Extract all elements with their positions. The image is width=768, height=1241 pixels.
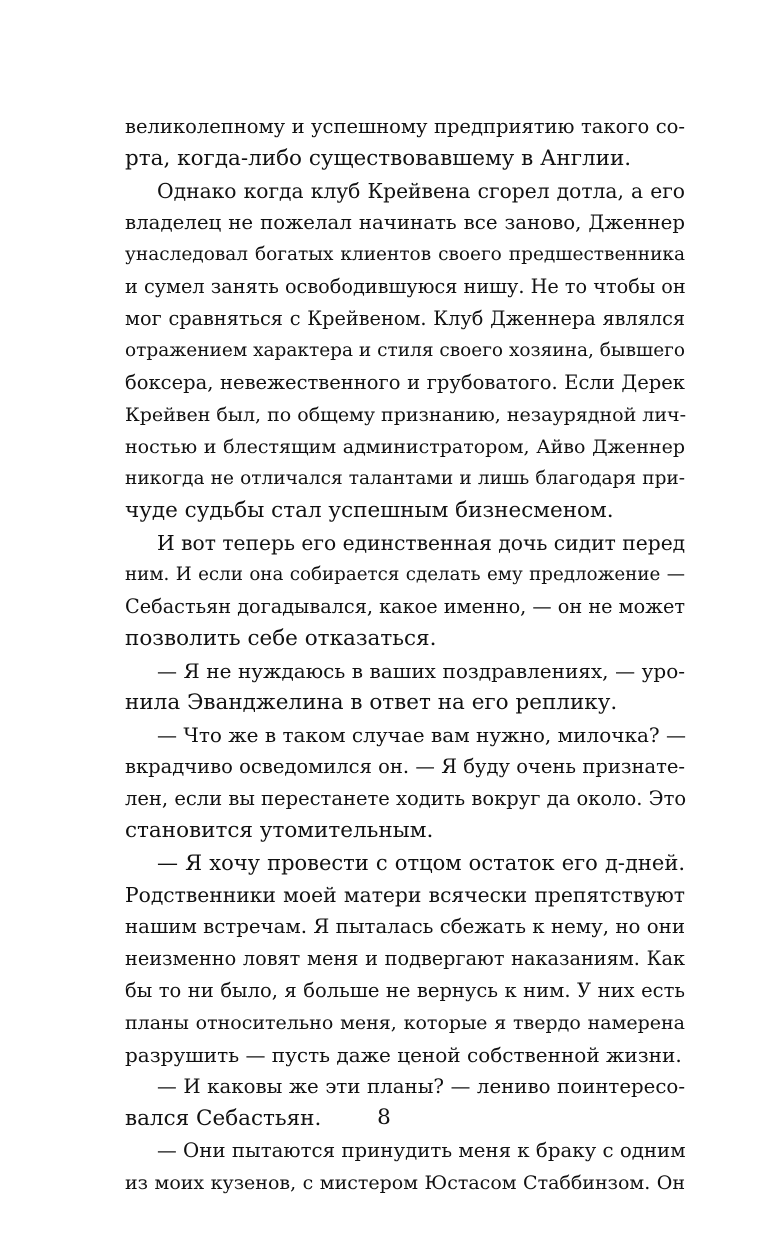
text-line-4: владелец не пожелал начинать все заново, Дженнер — [125, 211, 685, 234]
text-line-34: из моих кузенов, с мистером Юстасом Стаббинзом. Он — [125, 1172, 685, 1194]
text-line-17: позволить себе отказаться. — [125, 626, 437, 651]
text-line-14: И вот теперь его единственная дочь сидит перед — [157, 531, 686, 555]
text-line-16: Себастьян догадывался, какое именно, — он не может — [125, 595, 685, 618]
text-line-19: нила Эванджелина в ответ на его реплику. — [125, 690, 618, 715]
text-line-27: неизменно ловят меня и подвергают наказаниям. Как — [125, 947, 685, 970]
text-line-9: боксера, невежественного и грубоватого. Если Дерек — [125, 371, 685, 394]
text-line-33: — Они пытаются принудить меня к браку с одним — [157, 1139, 686, 1162]
text-line-8: отражением характера и стиля своего хозяина, бывшего — [125, 340, 685, 361]
page-number: 8 — [377, 1105, 391, 1130]
text-line-11: ностью и блестящим администратором, Айво Дженнер — [125, 436, 685, 458]
text-line-20: — Что же в таком случае вам нужно, милочка? — — [157, 723, 686, 747]
text-line-31: — И каковы же эти планы? — лениво поинтересо- — [157, 1075, 685, 1098]
text-line-24: — Я хочу провести с отцом остаток его д-дней. — [157, 851, 685, 875]
text-line-21: вкрадчиво осведомился он. — Я буду очень признате- — [125, 755, 685, 778]
text-line-23: становится утомительным. — [125, 818, 434, 843]
text-line-1: великолепному и успешному предприятию такого со- — [125, 115, 685, 138]
text-line-12: никогда не отличался талантами и лишь благодаря при- — [125, 468, 685, 489]
text-line-32: вался Себастьян. — [125, 1106, 322, 1131]
text-line-15: ним. И если она собирается сделать ему предложение — — [125, 564, 685, 585]
text-line-25: Родственники моей матери всячески препятствуют — [125, 883, 685, 907]
text-line-29: планы относительно меня, которые я твердо намерена — [125, 1012, 685, 1034]
text-line-5: унаследовал богатых клиентов своего предшественника — [125, 244, 685, 265]
text-line-28: бы то ни было, я больше не вернусь к ним. У них есть — [125, 979, 685, 1002]
text-line-18: — Я не нуждаюсь в ваших поздравлениях, — уро- — [157, 659, 685, 683]
text-line-30: разрушить — пусть даже ценой собственной жизни. — [125, 1043, 682, 1067]
text-line-22: лен, если вы перестанете ходить вокруг да около. Это — [125, 787, 687, 810]
text-line-26: нашим встречам. Я пыталась сбежать к нему, но они — [125, 915, 685, 938]
page-body-text — [125, 111, 685, 1199]
text-line-13: чуде судьбы стал успешным бизнесменом. — [125, 498, 614, 523]
text-line-6: и сумел занять освободившуюся нишу. Не то чтобы он — [125, 275, 686, 298]
text-line-3: Однако когда клуб Крейвена сгорел дотла, а его — [157, 179, 685, 203]
text-line-2: рта, когда-либо существовавшему в Англии. — [125, 146, 632, 171]
text-line-7: мог сравняться с Крейвеном. Клуб Дженнера являлся — [125, 307, 685, 330]
text-line-10: Крейвен был, по общему признанию, незаурядной лич- — [125, 404, 686, 426]
